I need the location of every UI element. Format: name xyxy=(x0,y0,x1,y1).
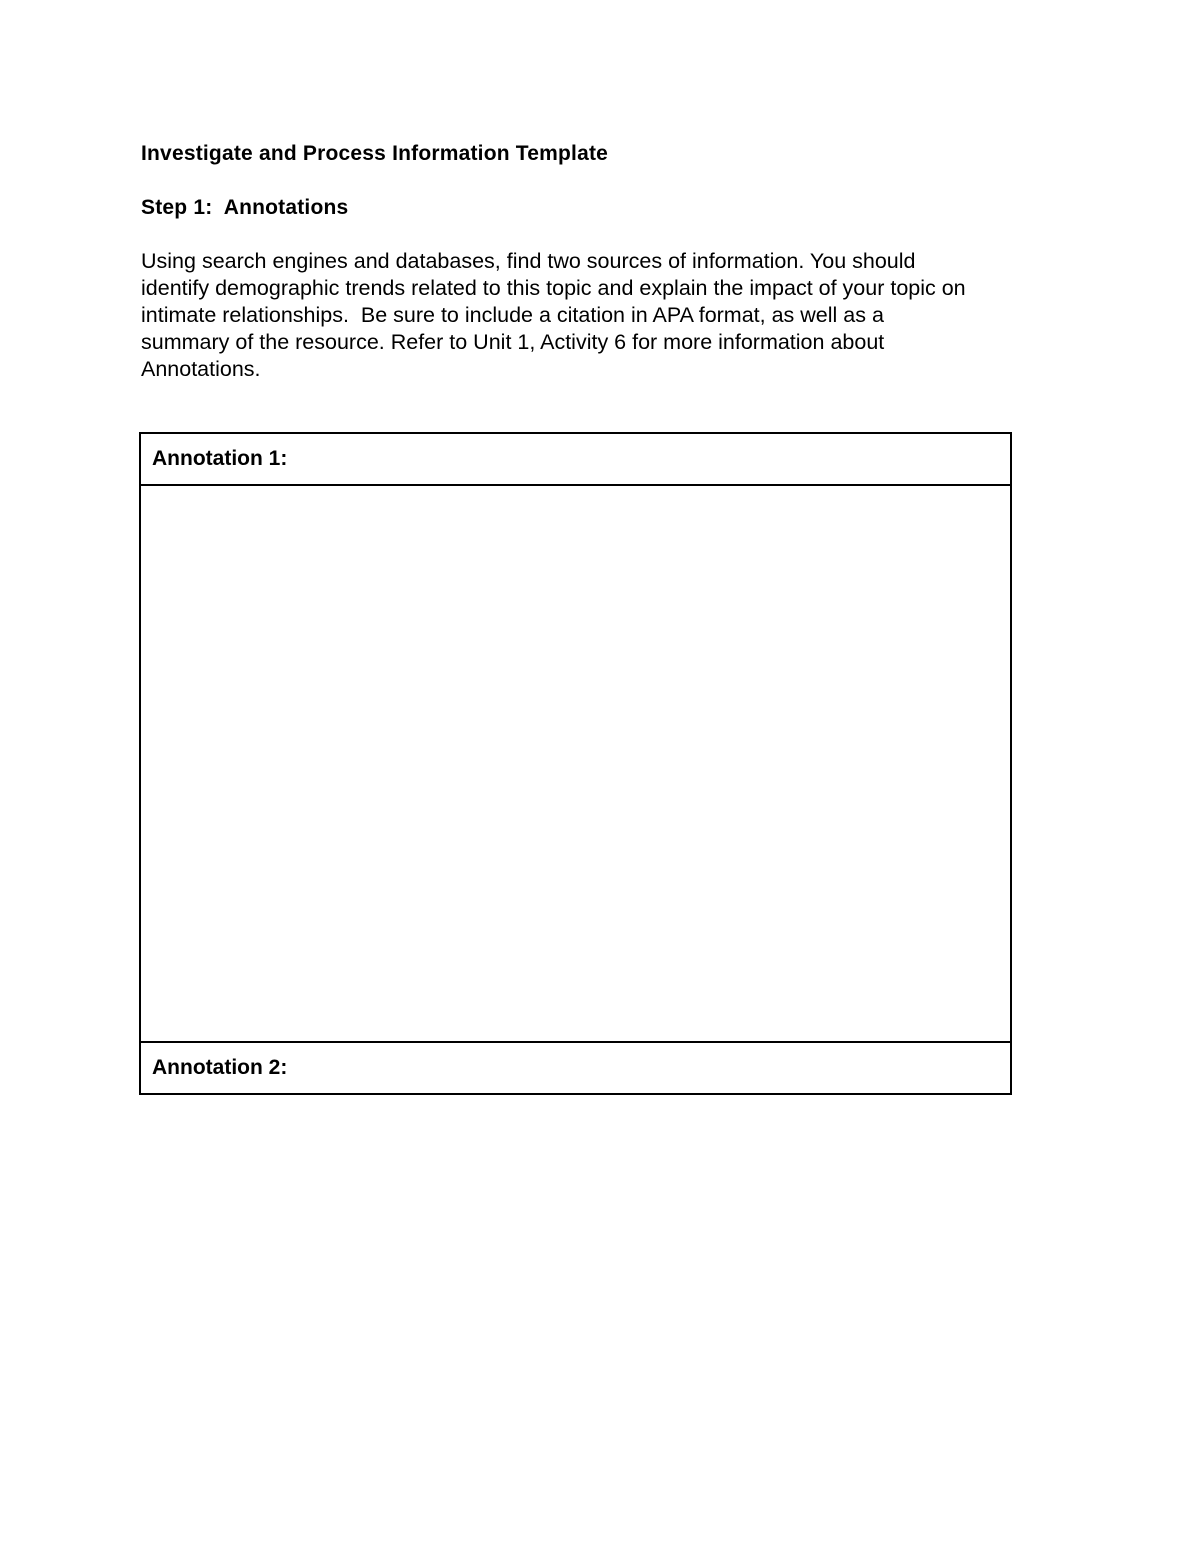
instructions-line: identify demographic trends related to this topic and explain the impact of your topic on xyxy=(141,276,966,300)
annotation-1-label: Annotation 1: xyxy=(140,433,1011,485)
page-title: Investigate and Process Information Template xyxy=(141,142,609,165)
annotation-table xyxy=(139,432,1012,1095)
instructions-line: Using search engines and databases, find two sources of information. You should xyxy=(141,249,916,273)
instructions-paragraph xyxy=(141,248,1061,383)
instructions-line: Annotations. xyxy=(141,357,261,381)
annotation-1-entry[interactable] xyxy=(140,485,1011,1042)
instructions-line: summary of the resource. Refer to Unit 1, Activity 6 for more information about xyxy=(141,330,885,354)
annotation-2-label: Annotation 2: xyxy=(140,1042,1011,1094)
step-heading: Step 1: Annotations xyxy=(141,196,349,219)
table-row xyxy=(140,1042,1011,1094)
instructions-line: intimate relationships. Be sure to include a citation in APA format, as well as a xyxy=(141,303,884,327)
table-row xyxy=(140,433,1011,485)
table-row xyxy=(140,485,1011,1042)
